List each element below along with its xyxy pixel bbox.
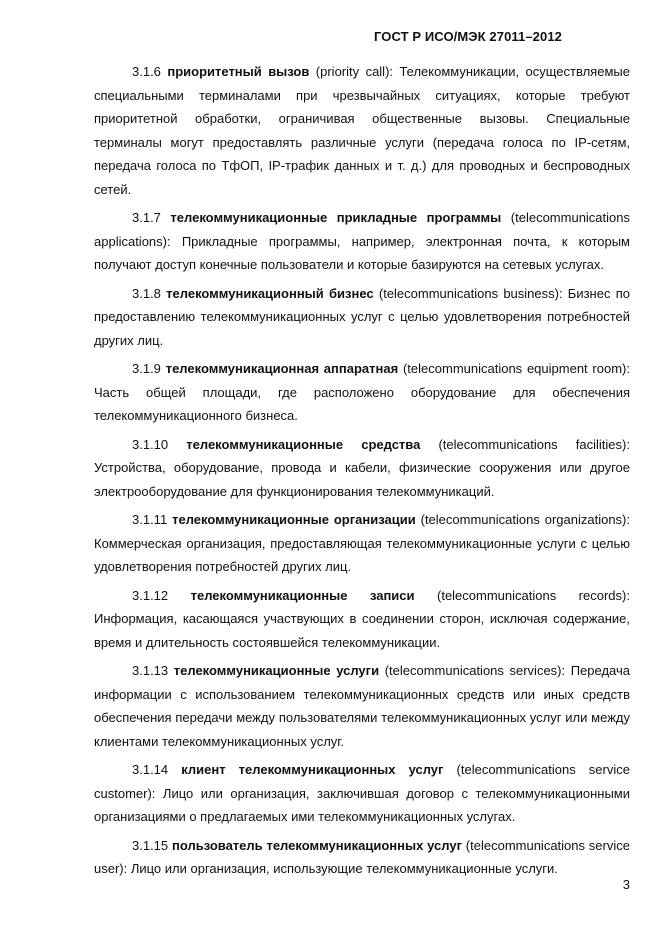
document-body [94,60,630,886]
definition-paragraph [94,433,630,504]
definition-paragraph [94,758,630,829]
term: пользователь телекоммуникационных услуг [171,837,462,853]
term: телекоммуникационный бизнес [166,285,374,301]
clause-number: 3.1.6 [132,64,161,79]
definition-text: (telecommunications organizations): Коммерческая организация, предоставляющая телекоммуникационные услуги с целью удовлетворения потребностей других лиц. [94,512,630,574]
clause-number: 3.1.10 [132,436,169,452]
definition-paragraph [94,357,630,428]
page-number: 3 [622,877,630,892]
definition-paragraph [94,659,630,753]
definition-text: (telecommunications facilities): Устройства, оборудование, провода и кабели, физические сооружения или другое электрооборудование для функционирования телекоммуникаций. [94,436,630,499]
clause-number: 3.1.12 [132,587,169,603]
definition-paragraph [94,508,630,579]
clause-number: 3.1.9 [132,361,161,376]
definition-text: (telecommunications service customer): Лицо или организация, заключившая договор с телекоммуникационными организациями о предлагаемых ими телекоммуникационных услугах. [94,762,630,824]
document-header: ГОСТ Р ИСО/МЭК 27011–2012 [373,29,562,44]
definition-paragraph [94,584,630,655]
definition-paragraph [94,834,630,881]
definition-paragraph [94,282,630,353]
term: телекоммуникационные записи [190,587,415,603]
clause-number: 3.1.15 [132,837,169,853]
definition-text: (telecommunications service user): Лицо или организация, использующие телекоммуникационные услуги. [94,837,630,876]
definition-text: (telecommunications equipment room): Часть общей площади, где расположено оборудование для обеспечения телекоммуникационного бизнеса. [94,361,630,423]
term: клиент телекоммуникационных услуг [181,762,444,777]
clause-number: 3.1.14 [132,762,169,777]
definition-paragraph [94,60,630,201]
definition-text: (telecommunications business): Бизнес по предоставлению телекоммуникационных услуг с целью удовлетворения потребностей других лиц. [94,285,630,348]
clause-number: 3.1.13 [132,663,169,678]
clause-number: 3.1.11 [132,512,168,527]
definition-text: (telecommunications applications): Прикладные программы, например, электронная почта, к которым получают доступ конечные пользователи и которые базируются на сетевых услугах. [94,210,630,272]
term: телекоммуникационные средства [186,436,421,452]
term: телекоммуникационные организации [172,512,416,527]
term: приоритетный вызов [167,64,310,79]
term: телекоммуникационная аппаратная [165,361,399,376]
clause-number: 3.1.8 [132,285,161,301]
definition-text: (priority call): Телекоммуникации, осуществляемые специальными терминалами при чрезвычайных ситуациях, которые требуют приоритетной обработки, ограничивая общественные вызовы. Специальные терминалы могут предоставлять различные услуги (передача голоса по IP-сетям, передача голоса по ТфОП, IP-трафик данных и т. д.) для проводных и беспроводных сетей. [94,64,630,197]
definition-text: (telecommunications services): Передача информации с использованием телекоммуникационных средств или иных средств обеспечения передачи между пользователями телекоммуникационных услуг или между клиентами телекоммуникационных услуг. [94,663,630,749]
definition-text: (telecommunications records): Информация, касающаяся участвующих в соединении сторон, исключая содержание, время и длительность состоявшейся телекоммуникации. [94,587,630,650]
term: телекоммуникационные прикладные программы [170,210,502,225]
clause-number: 3.1.7 [132,210,161,225]
term: телекоммуникационные услуги [173,663,380,678]
definition-paragraph [94,206,630,277]
